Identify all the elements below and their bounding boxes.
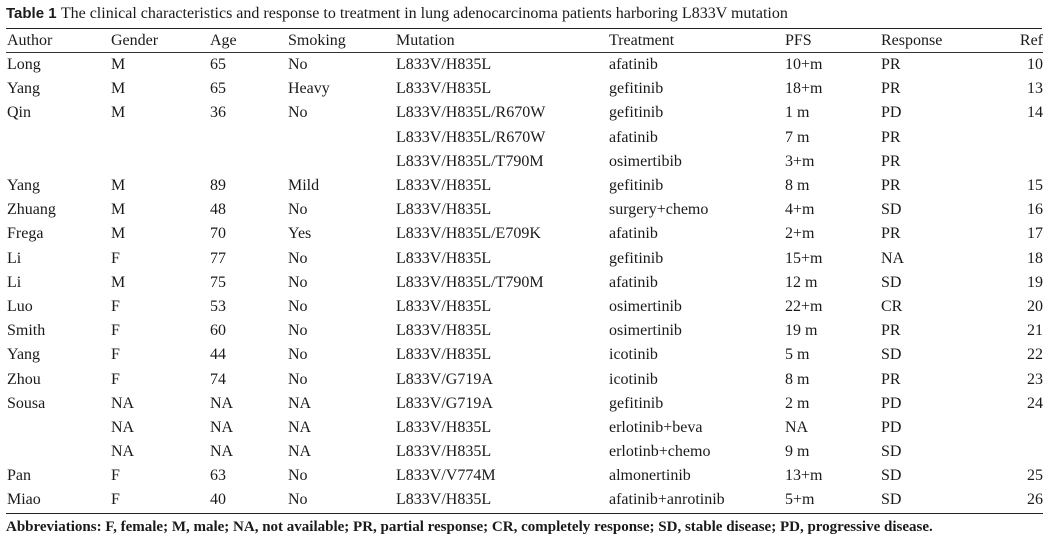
header-pfs: PFS <box>785 29 881 53</box>
cell-gender: F <box>111 488 210 513</box>
cell-ref <box>997 416 1043 440</box>
header-smoking: Smoking <box>288 29 396 53</box>
cell-pfs: 18+m <box>785 80 823 98</box>
cell-author: Sousa <box>7 394 46 412</box>
cell-ref <box>997 440 1043 464</box>
cell-mutation: L833V/G719A <box>396 370 493 388</box>
table-row <box>6 416 1043 440</box>
cell-age <box>210 126 288 150</box>
cell-treatment: almonertinib <box>609 467 691 485</box>
table-row <box>6 392 1043 416</box>
document-page <box>6 2 1042 537</box>
cell-response: PD <box>881 104 902 122</box>
cell-mutation: L833V/H835L <box>396 56 492 74</box>
cell-age: 36 <box>210 104 226 122</box>
cell-mutation: L833V/H835L/E709K <box>396 225 541 243</box>
cell-ref: 18 <box>1027 249 1043 267</box>
cell-author <box>6 416 111 440</box>
cell-mutation: L833V/H835L <box>396 322 492 340</box>
cell-gender: F <box>111 346 120 364</box>
cell-response: PR <box>881 225 901 243</box>
cell-ref: 26 <box>997 488 1043 513</box>
cell-ref <box>997 126 1043 150</box>
cell-response: PR <box>881 152 901 170</box>
cell-response: PR <box>881 370 901 388</box>
cell-ref: 21 <box>1027 322 1043 340</box>
cell-gender: F <box>111 370 120 388</box>
cell-mutation: L833V/H835L <box>396 418 492 436</box>
cell-gender: M <box>111 177 126 195</box>
table-row <box>6 126 1043 150</box>
cell-treatment: afatinib <box>609 225 658 243</box>
cell-mutation: L833V/H835L <box>396 488 609 513</box>
cell-author: Zhuang <box>7 201 56 219</box>
cell-age: 60 <box>210 322 226 340</box>
cell-ref: 22 <box>1027 346 1043 364</box>
cell-ref: 10 <box>1027 56 1043 74</box>
cell-treatment: icotinib <box>609 370 658 388</box>
cell-treatment: erlotinib+beva <box>609 418 703 436</box>
cell-gender <box>111 126 210 150</box>
table-row <box>6 367 1043 391</box>
cell-gender: F <box>111 249 120 267</box>
cell-pfs: 5 m <box>785 346 810 364</box>
table-row <box>6 198 1043 222</box>
cell-age: 53 <box>210 297 226 315</box>
cell-pfs: 4+m <box>785 201 815 219</box>
cell-treatment: afatinib <box>609 56 658 74</box>
cell-gender: NA <box>111 443 135 461</box>
cell-smoking: No <box>288 488 396 513</box>
cell-treatment: gefitinib <box>609 80 664 98</box>
cell-response: PR <box>881 128 901 146</box>
cell-age: 65 <box>210 56 226 74</box>
cell-smoking: No <box>288 273 308 291</box>
cell-age: 89 <box>210 177 226 195</box>
table-row <box>6 53 1043 78</box>
cell-gender: F <box>111 467 120 485</box>
cell-gender: M <box>111 104 126 122</box>
cell-treatment: gefitinib <box>609 177 664 195</box>
cell-author: Luo <box>7 297 33 315</box>
cell-treatment: osimertibib <box>609 152 682 170</box>
header-treatment: Treatment <box>609 29 785 53</box>
cell-pfs: NA <box>785 418 809 436</box>
cell-treatment: gefitinib <box>609 394 664 412</box>
cell-response: SD <box>881 273 902 291</box>
cell-age: NA <box>210 443 234 461</box>
cell-smoking: NA <box>288 443 312 461</box>
cell-mutation: L833V/H835L <box>396 80 492 98</box>
cell-treatment: afatinib <box>609 128 658 146</box>
cell-mutation: L833V/H835L <box>396 249 492 267</box>
cell-author: Long <box>7 56 41 74</box>
cell-smoking: No <box>288 322 308 340</box>
cell-author: Li <box>7 249 22 267</box>
cell-author: Frega <box>7 225 44 243</box>
header-ref: Ref <box>997 29 1043 53</box>
cell-mutation: L833V/H835L/R670W <box>396 128 546 146</box>
cell-smoking: No <box>288 56 308 74</box>
cell-response: PD <box>881 418 902 436</box>
cell-pfs: 12 m <box>785 273 818 291</box>
cell-treatment: afatinib <box>609 273 658 291</box>
cell-response: PD <box>881 394 902 412</box>
cell-age: NA <box>210 394 234 412</box>
table-row <box>6 319 1043 343</box>
cell-mutation: L833V/G719A <box>396 394 493 412</box>
cell-pfs: 5+m <box>785 488 881 513</box>
cell-gender: NA <box>111 418 135 436</box>
cell-smoking: No <box>288 370 308 388</box>
cell-author: Zhou <box>7 370 41 388</box>
cell-mutation: L833V/H835L/T790M <box>396 273 544 291</box>
cell-pfs: 2+m <box>785 225 815 243</box>
cell-response: SD <box>881 443 902 461</box>
cell-response: SD <box>881 201 902 219</box>
table-label: Table 1 <box>6 5 57 22</box>
header-mutation: Mutation <box>396 29 609 53</box>
cell-treatment: osimertinib <box>609 297 682 315</box>
cell-smoking: No <box>288 104 308 122</box>
table-row <box>6 222 1043 246</box>
table-header <box>6 29 1043 53</box>
cell-response: PR <box>881 80 901 98</box>
table-row <box>6 343 1043 367</box>
cell-mutation: L833V/H835L <box>396 346 492 364</box>
table-row <box>6 464 1043 488</box>
header-author: Author <box>6 29 111 53</box>
cell-age: NA <box>210 418 234 436</box>
cell-ref: 15 <box>1027 177 1043 195</box>
cell-age: 77 <box>210 249 226 267</box>
table-row <box>6 101 1043 125</box>
cell-pfs: 1 m <box>785 104 810 122</box>
cell-response: PR <box>881 56 901 74</box>
cell-response: SD <box>881 346 902 364</box>
cell-ref: 16 <box>1027 201 1043 219</box>
cell-gender: F <box>111 322 120 340</box>
cell-treatment: afatinib+anrotinib <box>609 488 785 513</box>
cell-treatment: gefitinib <box>609 249 664 267</box>
cell-pfs: 10+m <box>785 56 823 74</box>
cell-pfs: 15+m <box>785 249 823 267</box>
cell-author: Yang <box>7 177 41 195</box>
table-row <box>6 440 1043 464</box>
header-row <box>6 29 1043 53</box>
cell-pfs: 7 m <box>785 128 810 146</box>
cell-pfs: 3+m <box>785 152 815 170</box>
cell-ref: 23 <box>1027 370 1043 388</box>
table-row <box>6 77 1043 101</box>
cell-author: Smith <box>7 322 46 340</box>
cell-smoking: Heavy <box>288 80 330 98</box>
cell-smoking: No <box>288 467 308 485</box>
cell-age <box>210 150 288 174</box>
cell-ref: 13 <box>1027 80 1043 98</box>
header-response: Response <box>881 29 997 53</box>
cell-treatment: osimertinib <box>609 322 682 340</box>
cell-mutation: L833V/H835L <box>396 443 492 461</box>
cell-author <box>6 150 111 174</box>
cell-smoking <box>288 126 396 150</box>
cell-smoking: No <box>288 249 308 267</box>
table-row <box>6 247 1043 271</box>
cell-age: 70 <box>210 225 226 243</box>
table-row <box>6 295 1043 319</box>
table-title: The clinical characteristics and response to treatment in lung adenocarcinoma patients harboring L833V mutation <box>60 5 788 22</box>
cell-gender: M <box>111 201 126 219</box>
cell-ref: 20 <box>1027 297 1043 315</box>
cell-mutation: L833V/H835L <box>396 297 492 315</box>
cell-pfs: 22+m <box>785 297 823 315</box>
cell-smoking: NA <box>288 394 312 412</box>
cell-mutation: L833V/H835L <box>396 177 492 195</box>
cell-pfs: 2 m <box>785 394 810 412</box>
table-row <box>6 271 1043 295</box>
cell-ref: 25 <box>1027 467 1043 485</box>
cell-age: 48 <box>210 201 226 219</box>
cell-gender: NA <box>111 394 135 412</box>
cell-ref: 24 <box>1027 394 1043 412</box>
cell-ref <box>997 150 1043 174</box>
cell-smoking: Yes <box>288 225 312 243</box>
cell-author: Pan <box>7 467 31 485</box>
clinical-characteristics-table <box>6 29 1043 514</box>
header-gender: Gender <box>111 29 210 53</box>
cell-age: 63 <box>210 467 226 485</box>
table-row <box>6 174 1043 198</box>
table-row <box>6 150 1043 174</box>
cell-author: Miao <box>6 488 111 513</box>
cell-gender: M <box>111 273 126 291</box>
cell-author: Yang <box>7 346 41 364</box>
cell-response: SD <box>881 467 902 485</box>
cell-age: 44 <box>210 346 226 364</box>
cell-smoking: No <box>288 201 308 219</box>
cell-treatment: erlotinb+chemo <box>609 443 711 461</box>
cell-smoking: Mild <box>288 177 320 195</box>
cell-author: Qin <box>7 104 31 122</box>
cell-pfs: 8 m <box>785 370 810 388</box>
cell-ref: 14 <box>1027 104 1043 122</box>
cell-smoking <box>288 150 396 174</box>
cell-response: NA <box>881 249 905 267</box>
header-age: Age <box>210 29 288 53</box>
cell-author: Li <box>7 273 22 291</box>
table-row <box>6 488 1043 513</box>
cell-mutation: L833V/H835L/T790M <box>396 152 544 170</box>
cell-gender: M <box>111 56 126 74</box>
cell-pfs: 8 m <box>785 177 810 195</box>
cell-pfs: 19 m <box>785 322 818 340</box>
cell-treatment: surgery+chemo <box>609 201 709 219</box>
cell-treatment: icotinib <box>609 346 658 364</box>
cell-gender <box>111 150 210 174</box>
cell-smoking: No <box>288 297 308 315</box>
cell-author <box>6 126 111 150</box>
cell-ref: 17 <box>1027 225 1043 243</box>
cell-pfs: 9 m <box>785 443 810 461</box>
cell-mutation: L833V/H835L <box>396 201 492 219</box>
cell-response: CR <box>881 297 903 315</box>
cell-response: PR <box>881 322 901 340</box>
cell-response: PR <box>881 177 901 195</box>
table-caption <box>6 2 1042 26</box>
cell-author: Yang <box>7 80 41 98</box>
cell-mutation: L833V/H835L/R670W <box>396 104 546 122</box>
cell-pfs: 13+m <box>785 467 823 485</box>
cell-response: SD <box>881 488 997 513</box>
cell-gender: M <box>111 80 126 98</box>
cell-age: 75 <box>210 273 226 291</box>
cell-treatment: gefitinib <box>609 104 664 122</box>
cell-smoking: NA <box>288 418 312 436</box>
cell-author <box>6 440 111 464</box>
table-body <box>6 53 1043 514</box>
cell-age: 65 <box>210 80 226 98</box>
cell-gender: M <box>111 225 126 243</box>
cell-age: 40 <box>210 488 288 513</box>
cell-smoking: No <box>288 346 308 364</box>
cell-mutation: L833V/V774M <box>396 467 496 485</box>
table-footnote: Abbreviations: F, female; M, male; NA, not available; PR, partial response; CR, completely response; SD, stable disease; PD, progressive disease. <box>6 518 933 535</box>
cell-gender: F <box>111 297 120 315</box>
cell-ref: 19 <box>1027 273 1043 291</box>
cell-age: 74 <box>210 370 226 388</box>
